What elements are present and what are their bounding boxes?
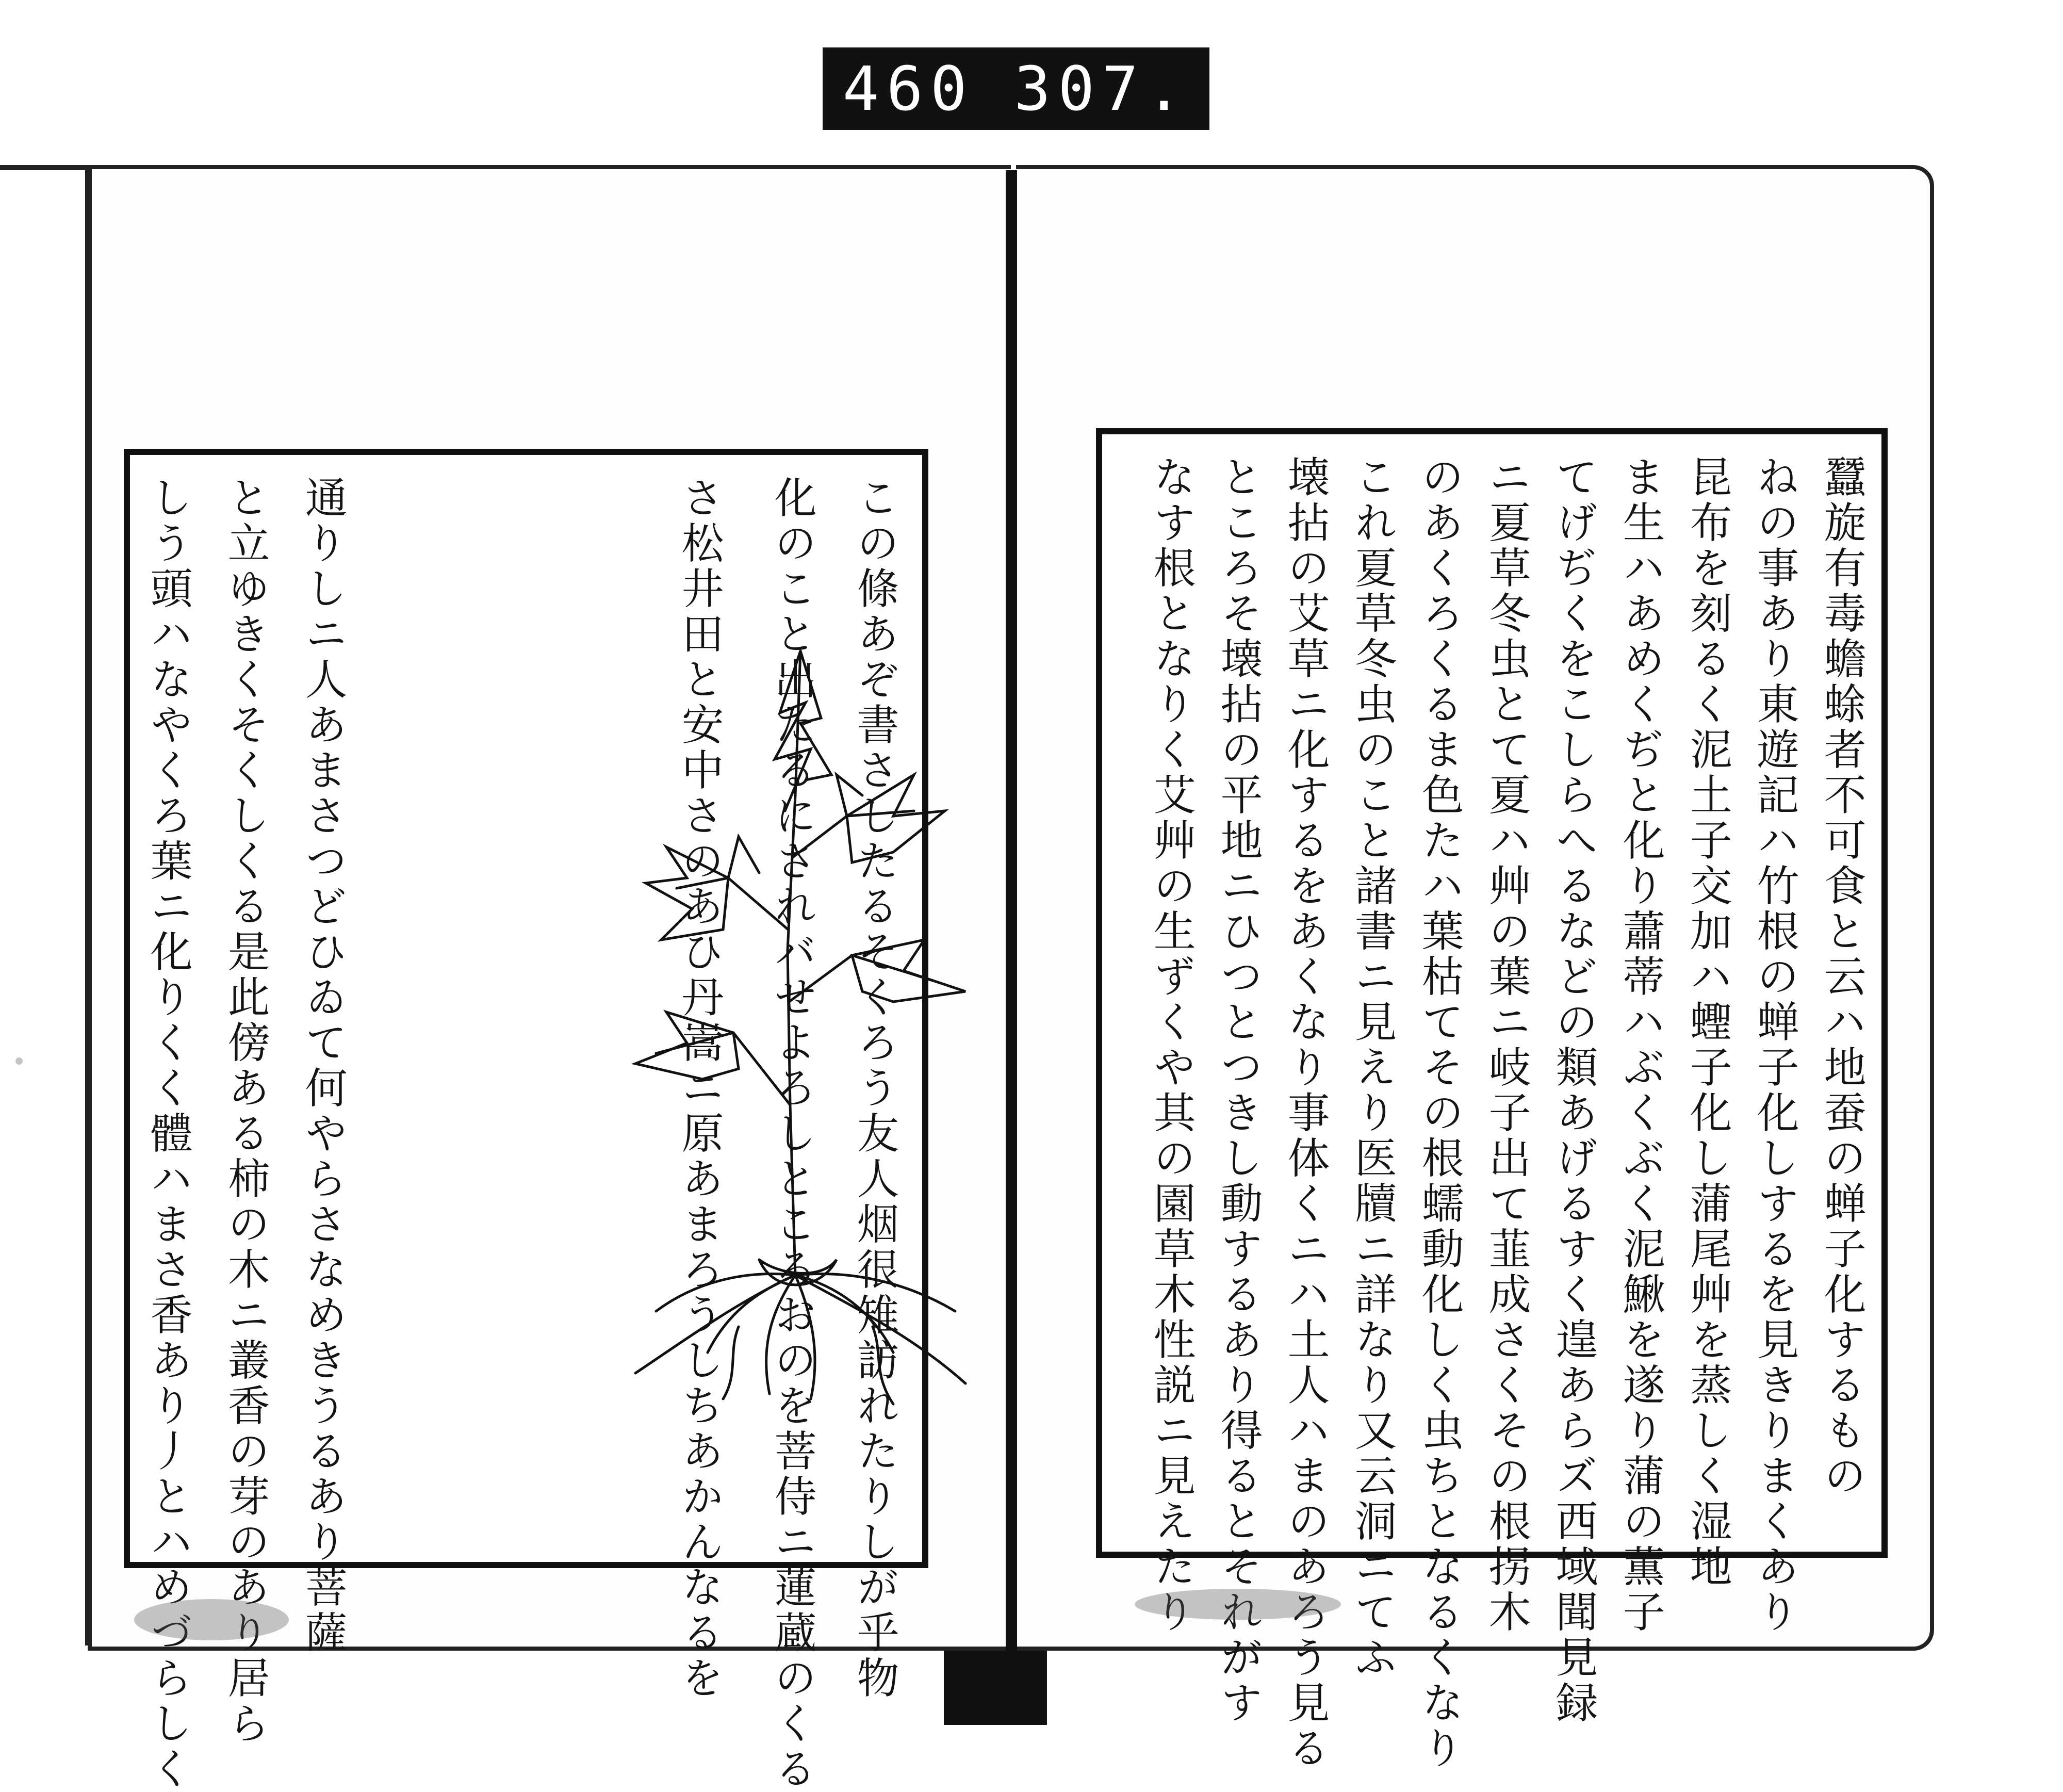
text-column: 壊拈の艾草ニ化するをあくなり事体くニハ土人ハまのあろう見る <box>1281 455 1330 1771</box>
text-column: 蠶旋有毒蟾蜍者不可食と云ハ地蚕の蝉子化するもの <box>1817 455 1866 1499</box>
text-column: この條あぞ書さしたるそくろう友人烟很雉訪れたりしが乎物 <box>850 476 899 1701</box>
call-number-right: 307. <box>1014 53 1190 124</box>
plant-illustration <box>604 641 976 1414</box>
left-text-frame <box>124 449 928 1792</box>
text-column: 化のこと出たるにされバせよろしところおのを菩侍ニ蓮蔵のくる <box>767 476 817 1792</box>
text-column: と立ゆきくそくしくる是此傍ある柿の木ニ叢香の芽のあり居ら <box>221 476 270 1747</box>
spine-block <box>944 1651 1047 1725</box>
text-column: これ夏草冬虫のこと諸書ニ見えり医牘ニ詳なり又云洞ニてふ <box>1348 455 1397 1681</box>
book-spine <box>1006 170 1017 1656</box>
left-edge-strip <box>0 165 88 170</box>
scan-speckle <box>1135 1589 1341 1620</box>
text-column: ま生ハあめくぢと化り蕭蒂ハぶくぶく泥鰍を遂り蒲の薫子 <box>1616 455 1665 1635</box>
text-column: 昆布を刻るく泥土子交加ハ蟶子化し蒲尾艸を蒸しく湿地 <box>1683 455 1732 1590</box>
text-column: しう頭ハなやくろ葉ニ化りくく體ハまさ香あり丿とハめづらしく <box>143 476 193 1792</box>
call-number-label <box>823 47 1209 130</box>
text-column: ところそ壊拈の平地ニひつとつきし動するあり得るとそれがす <box>1214 455 1263 1726</box>
text-column: 通りしニ人あまさつどひゐて何やらさなめきうるあり菩薩 <box>298 476 348 1656</box>
text-column: ニ夏草冬虫とて夏ハ艸の葉ニ岐子出て韮成さくその根拐木 <box>1482 455 1531 1635</box>
scan-speckle <box>134 1599 289 1640</box>
text-column: なす根となりく艾艸の生ずくや其の園草木性説ニ見えたり <box>1147 455 1196 1635</box>
text-column: のあくろくるま色たハ葉枯てその根蠕動化しく虫ちとなるくなり <box>1415 455 1464 1771</box>
text-column: てげぢくをこしらへるなどの類あげるすく遑あらズ西域聞見録 <box>1549 455 1598 1726</box>
right-text-frame <box>1096 428 1888 1771</box>
text-column: さ松井田と安中さのあひ丹嵩ニ原あまろうしちあかんなるを <box>675 476 724 1701</box>
text-column: ねの事あり東遊記ハ竹根の蝉子化しするを見きりまくあり <box>1750 455 1799 1635</box>
call-number-left: 460 <box>842 53 974 124</box>
scan-speckle <box>15 1057 23 1065</box>
